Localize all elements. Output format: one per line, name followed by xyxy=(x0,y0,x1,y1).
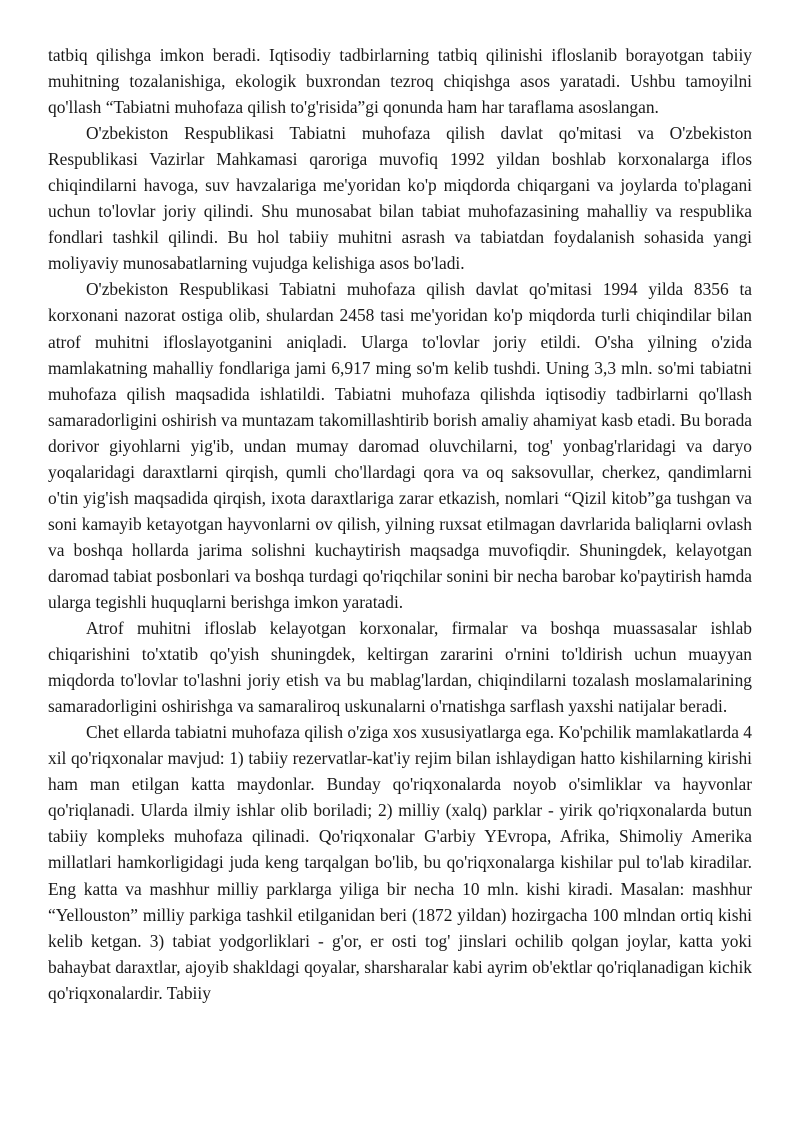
paragraph-4: Atrof muhitni ifloslab kelayotgan korxonalar, firmalar va boshqa muassasalar ishlab chiqarishini to'xtatib qo'yish shuningdek, keltirgan zararini o'rnini to'ldirish uchun muayyan miqdorda to'lovlar to'lashni joriy etish va bu mablag'lardan, chiqindilarni tozalash moslamalarining samaradorligini oshirishga va samaraliroq uskunalarni o'rnatishga sarflash yaxshi natijalar beradi. xyxy=(48,618,752,717)
paragraph-2: O'zbekiston Respublikasi Tabiatni muhofaza qilish davlat qo'mitasi va O'zbekiston Respublikasi Vazirlar Mahkamasi qaroriga muvofiq 1992 yildan boshlab korxonalarga iflos chiqindilarni havoga, suv havzalariga me'yoridan ko'p miqdorda chiqargani va joylarda to'plagani uchun to'lovlar joriy qilindi. Shu munosabat bilan tabiat muhofazasining mahalliy va respublika fondlari tashkil qilindi. Bu hol tabiiy muhitni asrash va tabiatdan foydalanish sohasida yangi moliyaviy munosabatlarning vujudga kelishiga asos bo'ladi. xyxy=(48,123,752,274)
paragraph-5: Chet ellarda tabiatni muhofaza qilish o'ziga xos xususiyatlarga ega. Ko'pchilik mamlakatlarda 4 xil qo'riqxonalar mavjud: 1) tabiiy rezervatlar-kat'iy rejim bilan ishlaydigan hatto kishilarning kirishi ham man etilgan katta maydonlar. Bunday qo'riqxonalarda noyob o'simliklar va hayvonlar qo'riqlanadi. Ularda ilmiy ishlar olib boriladi; 2) milliy (xalq) parklar - yirik qo'riqxonalarda butun tabiiy kompleks muhofaza qilinadi. Qo'riqxonalar G'arbiy YEvropa, Afrika, Shimoliy Amerika millatlari hamkorligidagi juda keng tarqalgan bo'lib, bu qo'riqxonalarga kishilar pul to'lab kiradilar. Eng katta va mashhur milliy parklarga yiliga bir necha 10 mln. kishi kiradi. Masalan: mashhur “Yellouston” milliy parkiga tashkil etilganidan beri (1872 yildan) hozirgacha 100 mlndan ortiq kishi kelib ketgan. 3) tabiat yodgorliklari - g'or, er osti tog' jinslari ochilib qolgan joylar, katta yoki bahaybat daraxtlar, ajoyib shakldagi qoyalar, sharsharalar kabi ayrim ob'ektlar qo'riqlanadigan kichik qo'riqxonalardir. Tabiiy xyxy=(48,722,752,1003)
paragraph-3: O'zbekiston Respublikasi Tabiatni muhofaza qilish davlat qo'mitasi 1994 yilda 8356 ta korxonani nazorat ostiga olib, shulardan 2458 tasi me'yoridan ko'p miqdorda turli chiqindilar bilan atrof muhitni ifloslayotganini aniqladi. Ularga to'lovlar joriy etildi. O'sha yilning o'zida mamlakatning mahalliy fondlariga jami 6,917 ming so'm kelib tushdi. Uning 3,3 mln. so'mi tabiatni muhofaza qilish maqsadida ishlatildi. Tabiatni muhofaza qilishda iqtisodiy tadbirlarni qo'llash samaradorligini oshirish va muntazam takomillashtirib borish amaliy ahamiyat kasb etadi. Bu borada dorivor giyohlarni yig'ib, undan mumay daromad oluvchilarni, tog' yonbag'rlaridagi va daryo yoqalaridagi daraxtlarni qirqish, qumli cho'llardagi qora va oq saksovullar, cherkez, qandimlarni o'tin yig'ish maqsadida qirqish, ixota daraxtlariga zarar etkazish, nomlari “Qizil kitob”ga tushgan va soni kamayib ketayotgan hayvonlarni ov qilish, yilning ruxsat etilmagan davrlarida baliqlarni ovlash va boshqa hollarda jarima solishni kuchaytirish maqsadga muvofiqdir. Shuningdek, kelayotgan daromad tabiat posbonlari va boshqa turdagi qo'riqchilar sonini bir necha barobar ko'paytirish hamda ularga tegishli huquqlarni berishga imkon yaratadi. xyxy=(48,279,752,612)
paragraph-1: tatbiq qilishga imkon beradi. Iqtisodiy tadbirlarning tatbiq qilinishi ifloslanib borayotgan tabiiy muhitning tozalanishiga, ekologik buxrondan tezroq chiqishga asos yaratadi. Ushbu tamoyilni qo'llash “Tabiatni muhofaza qilish to'g'risida”gi qonunda ham har taraflama asoslangan. xyxy=(48,45,752,118)
